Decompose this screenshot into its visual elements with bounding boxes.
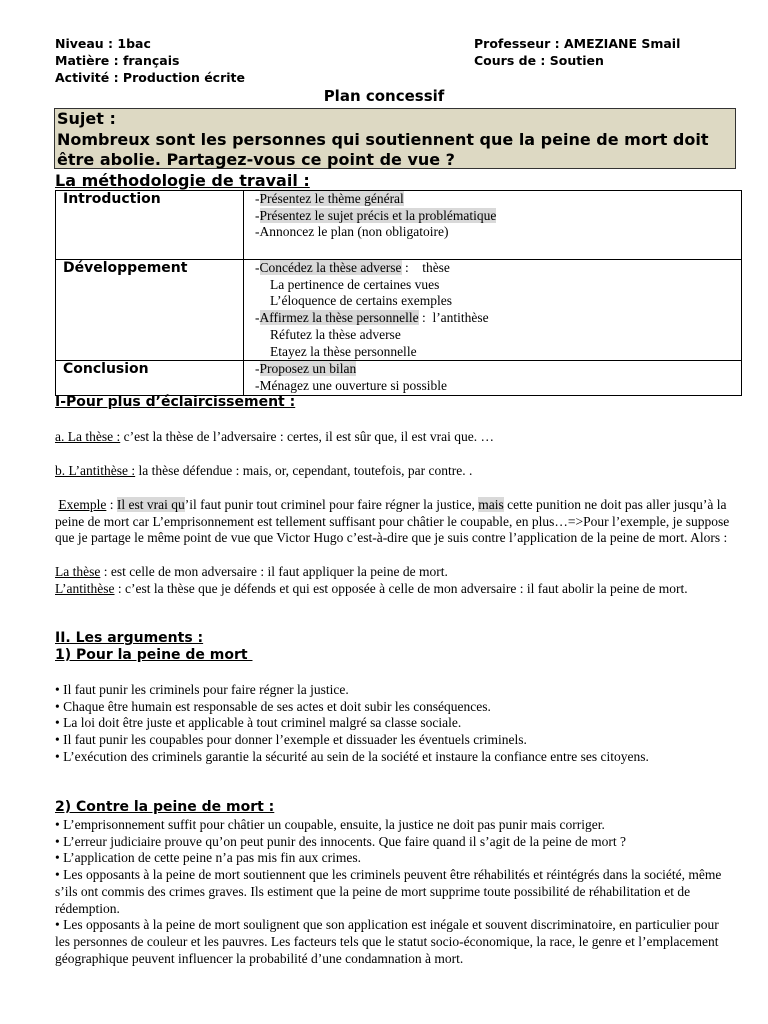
document-title: Plan concessif: [323, 87, 445, 105]
row-name: Conclusion: [56, 361, 244, 395]
exemple-colon: :: [106, 497, 117, 512]
antithese-text: : c’est la thèse que je défends et qui est opposée à celle de mon adversaire : il faut abolir la peine de mort.: [114, 581, 688, 596]
these-text: : est celle de mon adversaire : il faut appliquer la peine de mort.: [100, 564, 448, 579]
antithese-example: [55, 581, 735, 598]
exemple-paragraph: [55, 497, 735, 547]
line-text: : thèse: [404, 260, 450, 275]
list-item: • L’application de cette peine n’a pas mis fin aux crimes.: [55, 850, 361, 866]
row-name: Développement: [56, 260, 244, 361]
antithese-label: L’antithèse: [55, 581, 115, 596]
these-label: a. La thèse :: [55, 429, 121, 444]
list-item: • Il faut punir les coupables pour donner l’exemple et dissuader les éventuels criminels.: [55, 732, 527, 748]
line-text: Affirmez la thèse personnelle: [259, 310, 419, 326]
list-item: • Il faut punir les criminels pour faire régner la justice.: [55, 682, 349, 697]
row-content: -Présentez le thème général -Présentez le sujet précis et la problématique -Annoncez le plan (non obligatoire): [244, 191, 742, 260]
exemple-text: cette punition ne doit pas aller jusqu’à la peine de mort car L’emprisonnement est tellement suffisant pour châtier le coupable, en plus…=>Pour l’exemple, je suppose que je partage le même point de vue que Victor Hugo c’est-à-dire que je suis contre l’application de la peine de mort. Alors :: [55, 497, 730, 546]
exemple-text: ’il faut punir tout criminel pour faire régner la justice,: [184, 497, 479, 512]
subject-text: Nombreux sont les personnes qui soutiennent que la peine de mort doit être abolie. Partagez-vous ce point de vue ?: [57, 129, 709, 169]
methodology-table: [55, 190, 742, 396]
line-text: Etayez la thèse personnelle: [270, 343, 417, 359]
line-text: Concédez la thèse adverse: [259, 260, 402, 275]
list-item: • Chaque être humain est responsable de ses actes et doit subir les conséquences.: [55, 698, 491, 714]
matiere-label: Matière : français: [55, 53, 180, 68]
subject-label: Sujet :: [57, 109, 116, 128]
contre-list: [55, 817, 735, 967]
table-row: [56, 361, 742, 395]
cours-label: Cours de : Soutien: [474, 53, 604, 68]
header-left: [55, 35, 375, 86]
row-content: -Proposez un bilan -Ménagez une ouverture si possible: [244, 361, 742, 395]
line-text: Annoncez le plan (non obligatoire): [259, 224, 449, 240]
line-text: Ménagez une ouverture si possible: [259, 377, 447, 393]
pour-list: [55, 682, 735, 766]
these-definition: [55, 429, 735, 446]
line-text: Proposez un bilan: [259, 361, 357, 377]
exemple-highlight: Il est vrai qu: [116, 497, 185, 512]
antithese-label: b. L’antithèse :: [55, 463, 136, 478]
professeur-label: Professeur : AMEZIANE Smail: [474, 36, 681, 51]
line-text: La pertinence de certaines vues: [270, 276, 440, 292]
list-item: • Les opposants à la peine de mort soulignent que son application est inégale et souvent discriminatoire, en particulier pour les personnes de couleur et les pauvres. Les facteurs tels que le statut socio-économique, la race, le genre et l’emplacement géographique peuvent influencer la probabilité d’une condamnation à mort.: [55, 917, 719, 966]
these-example: [55, 564, 735, 581]
list-item: • L’exécution des criminels garantie la sécurité au sein de la société et instaure la confiance entre ses citoyens.: [55, 748, 649, 764]
antithese-text: la thèse défendue : mais, or, cependant, toutefois, par contre. .: [135, 463, 473, 478]
methodology-heading: La méthodologie de travail :: [55, 171, 310, 190]
niveau-label: Niveau : 1bac: [55, 36, 151, 51]
contre-heading: 2) Contre la peine de mort :: [55, 799, 275, 815]
list-item: • L’erreur judiciaire prouve qu’on peut punir des innocents. Que faire quand il s’agit de la peine de mort ?: [55, 833, 627, 849]
activite-label: Activité : Production écrite: [55, 70, 245, 85]
row-name: Introduction: [56, 191, 244, 260]
exemple-label: Exemple: [58, 497, 107, 512]
these-label: La thèse: [55, 564, 101, 579]
exemple-highlight: mais: [478, 497, 504, 512]
these-text: c’est la thèse de l’adversaire : certes, il est sûr que, il est vrai que. …: [120, 429, 494, 444]
list-item: • Les opposants à la peine de mort soutiennent que les criminels peuvent être réhabilités et réintégrés dans la société, même s’ils ont commis des crimes graves. Ils estiment que la peine de mort supprime toute possibilité de réhabilitation et de rédemption.: [55, 867, 722, 916]
line-text: L’éloquence de certains exemples: [270, 293, 453, 309]
header-right: [474, 35, 734, 69]
subject-box: [54, 108, 736, 169]
row-content: -Concédez la thèse adverse : thèse La pertinence de certaines vues L’éloquence de certains exemples -Affirmez la thèse personnelle : l’antithèse Réfutez la thèse adverse Etayez la thèse personnelle: [244, 260, 742, 361]
line-text: Présentez le thème général: [259, 191, 404, 206]
table-row: [56, 260, 742, 361]
line-text: Réfutez la thèse adverse: [270, 326, 401, 342]
table-row: [56, 191, 742, 260]
line-text: : l’antithèse: [421, 310, 489, 326]
list-item: • L’emprisonnement suffit pour châtier un coupable, ensuite, la justice ne doit pas punir mais corriger.: [55, 817, 605, 832]
line-text: Présentez le sujet précis et la problématique: [259, 207, 497, 223]
list-item: • La loi doit être juste et applicable à tout criminel malgré sa classe sociale.: [55, 715, 462, 731]
antithese-definition: [55, 463, 735, 480]
section1-heading: I-Pour plus d’éclaircissement :: [55, 394, 296, 410]
pour-heading: 1) Pour la peine de mort: [55, 647, 253, 663]
section2-heading: II. Les arguments :: [55, 630, 204, 646]
